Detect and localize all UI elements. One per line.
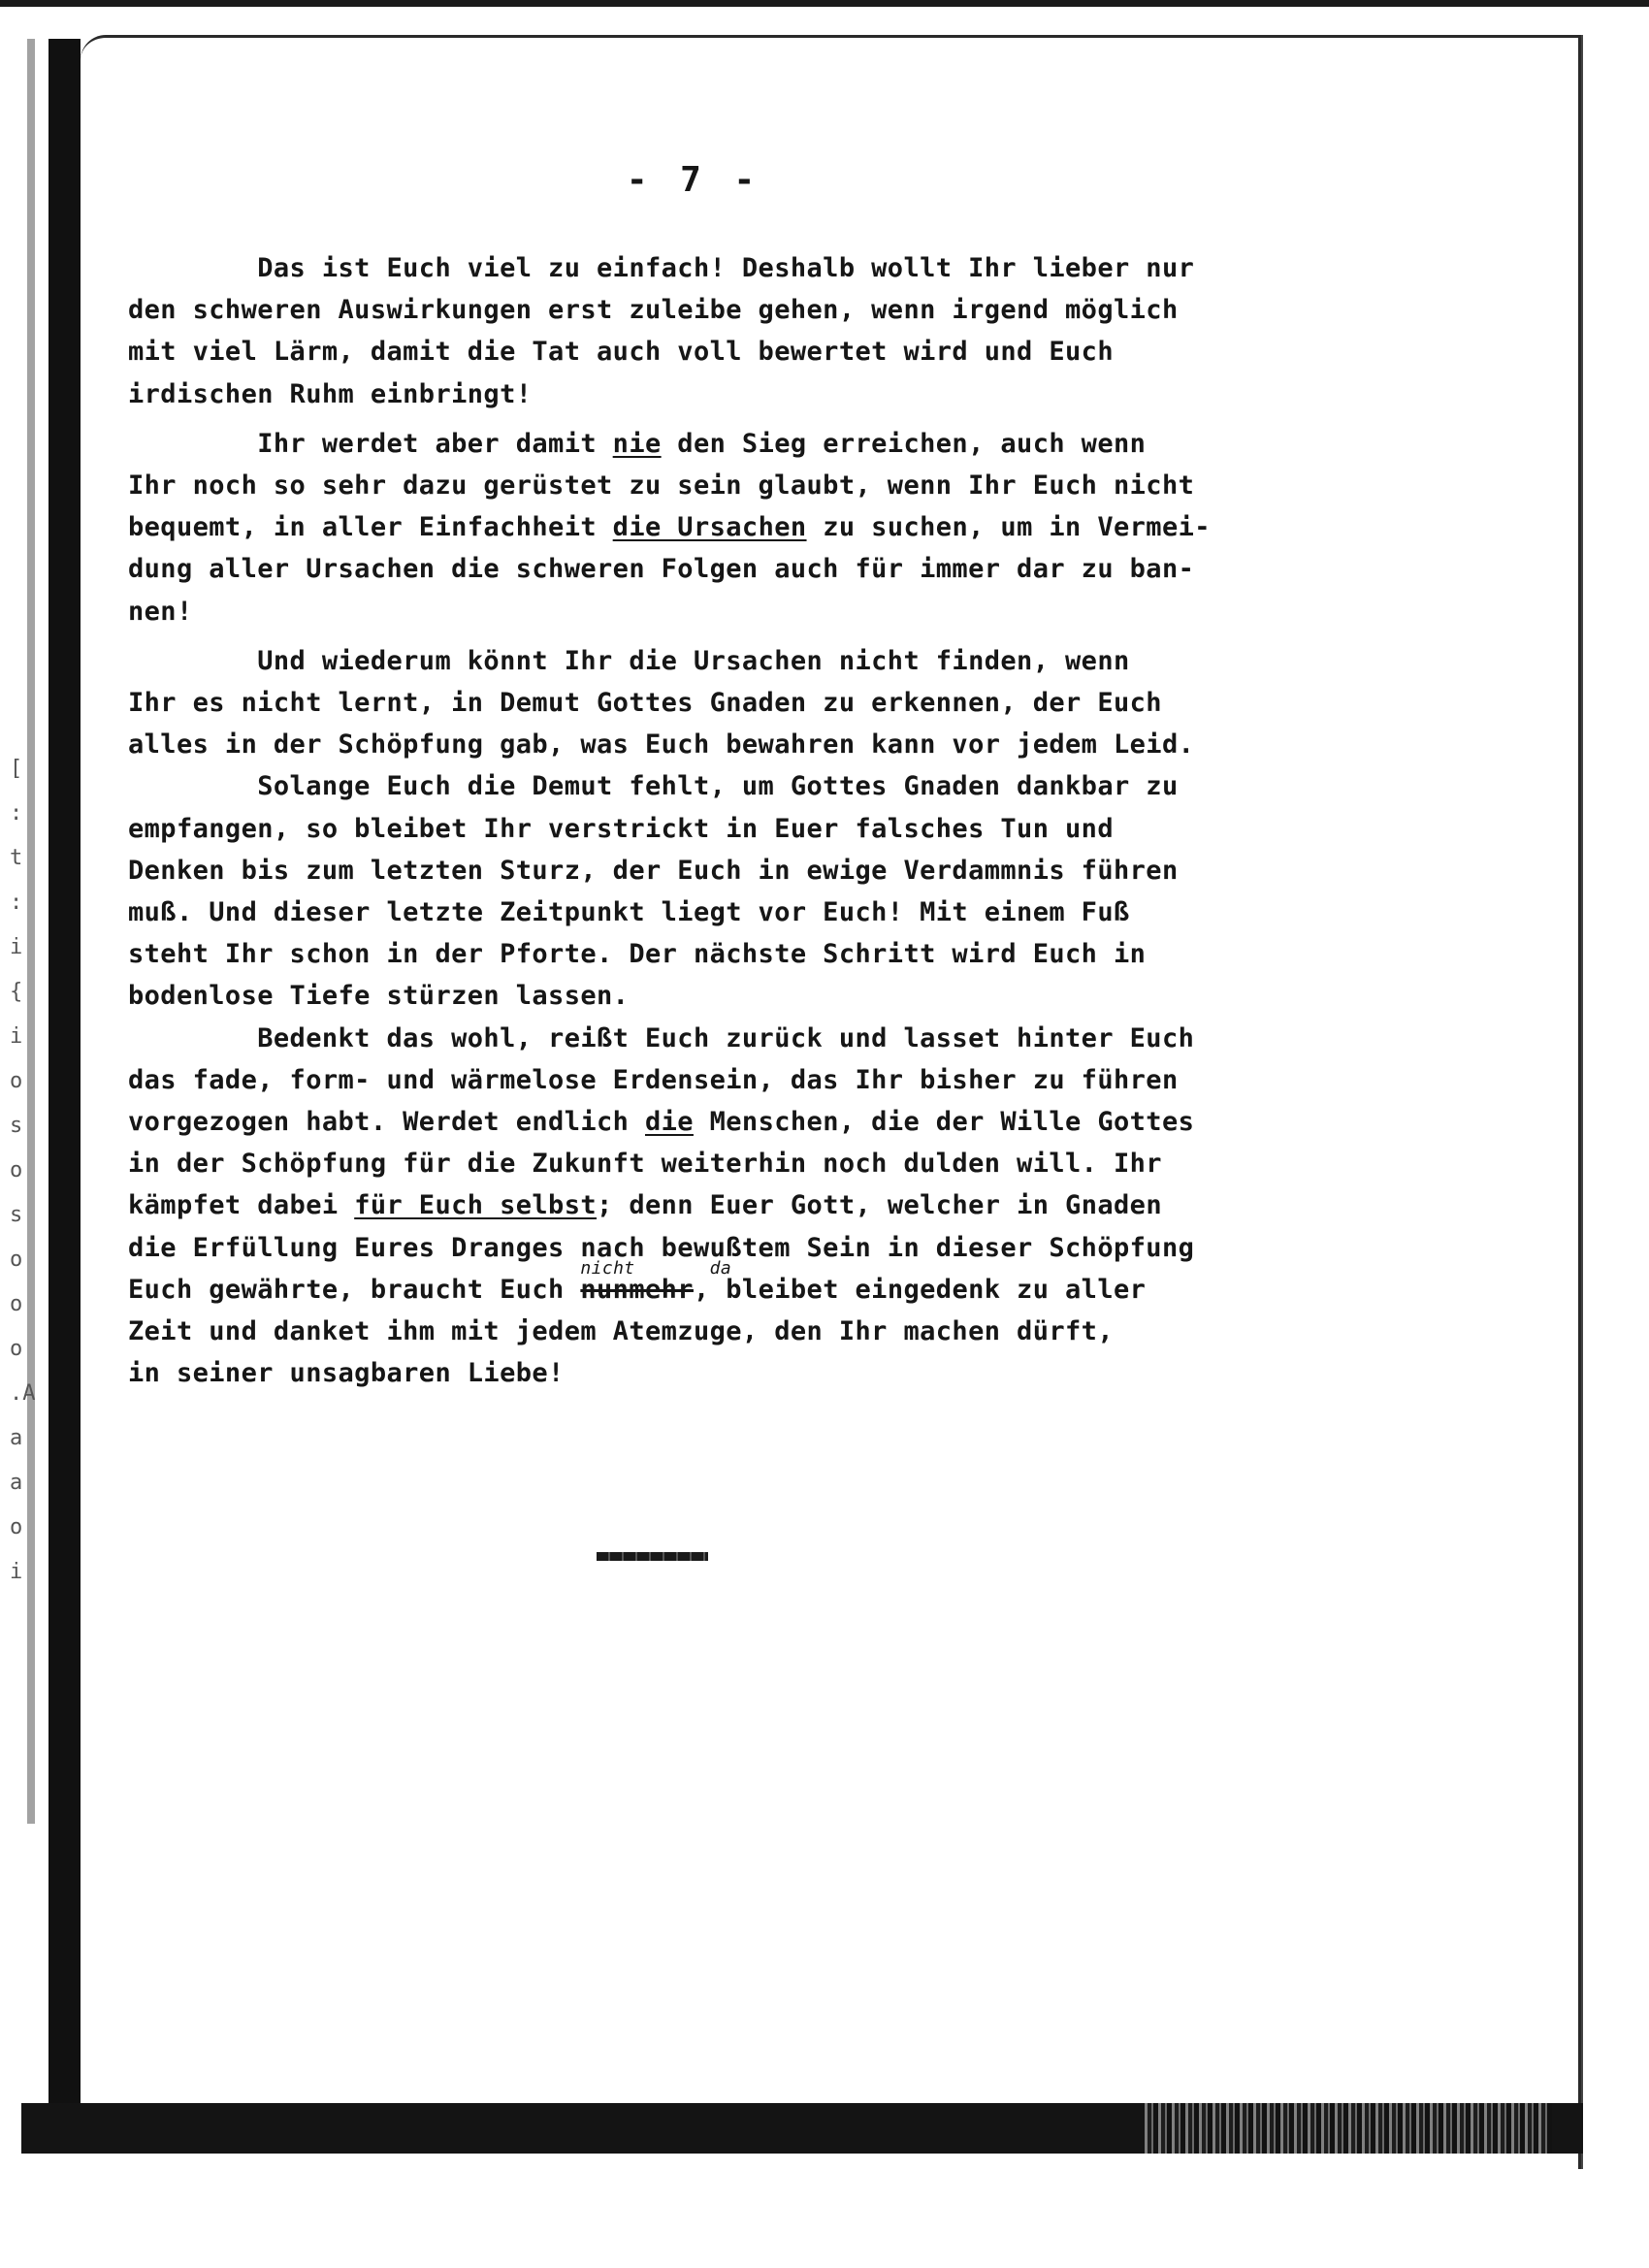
text-run: muß. Und dieser letzte Zeitpunkt liegt vor Euch! Mit einem Fuß <box>128 897 1130 928</box>
margin-mark: o <box>10 1337 23 1361</box>
text-line <box>128 1311 1428 1352</box>
text-line <box>128 724 1428 765</box>
text-line <box>128 1059 1428 1101</box>
text-run: Ihr werdet aber damit <box>128 428 613 459</box>
margin-mark: i <box>10 935 23 959</box>
text-line <box>128 682 1428 724</box>
scan-bottom-noise <box>1145 2103 1552 2154</box>
end-separator <box>597 1552 708 1561</box>
text-line <box>128 891 1428 933</box>
margin-mark: : <box>10 801 23 826</box>
struck-text: nunmehr <box>580 1274 694 1305</box>
text-line <box>128 850 1428 891</box>
paragraph <box>128 247 1428 415</box>
margin-mark: o <box>10 1247 23 1272</box>
text-run: den schweren Auswirkungen erst zuleibe gehen, wenn irgend möglich <box>128 295 1179 326</box>
text-run: bleibet eingedenk zu aller <box>726 1274 1147 1305</box>
text-line <box>128 1018 1428 1059</box>
text-run: Solange Euch die Demut fehlt, um Gottes Gnaden dankbar zu <box>128 771 1179 802</box>
text-run: zu suchen, um in Vermei- <box>806 512 1211 543</box>
text-run: die Erfüllung Eures Dranges nach bewußtem Sein in dieser Schöpfung <box>128 1232 1195 1263</box>
text-run: vorgezogen habt. Werdet endlich <box>128 1107 645 1138</box>
scan-right-edge <box>1581 35 1583 2169</box>
text-line <box>128 1227 1428 1269</box>
text-run: bequemt, in aller Einfachheit <box>128 512 613 543</box>
margin-mark: a <box>10 1471 23 1495</box>
underlined-text: die <box>644 1107 694 1138</box>
margin-mark: o <box>10 1515 23 1539</box>
margin-mark: [ <box>10 757 23 781</box>
document-body <box>128 247 1428 1394</box>
margin-mark: t <box>10 846 23 870</box>
text-run: Denken bis zum letzten Sturz, der Euch in ewige Verdammnis führen <box>128 855 1179 886</box>
margin-mark: { <box>10 980 23 1004</box>
margin-mark: a <box>10 1426 23 1450</box>
page-number: - 7 - <box>626 160 761 200</box>
margin-mark: s <box>10 1203 23 1227</box>
text-line <box>128 331 1428 373</box>
text-line <box>128 548 1428 590</box>
text-run: empfangen, so bleibet Ihr verstrickt in Euer falsches Tun und <box>128 813 1114 844</box>
margin-mark: o <box>10 1158 23 1183</box>
text-run: dung aller Ursachen die schweren Folgen auch für immer dar zu ban- <box>128 554 1195 585</box>
margin-mark: .A <box>10 1381 36 1406</box>
text-line <box>128 933 1428 975</box>
underlined-text: die Ursachen <box>612 512 807 543</box>
text-run: den Sieg erreichen, auch wenn <box>661 428 1147 459</box>
text-run: kämpfet dabei <box>128 1190 355 1221</box>
text-line <box>128 373 1428 415</box>
text-run: bodenlose Tiefe stürzen lassen. <box>128 981 630 1012</box>
text-run: das fade, form- und wärmelose Erdensein, das Ihr bisher zu führen <box>128 1064 1179 1095</box>
scan-top-edge <box>0 0 1649 7</box>
text-run: Ihr noch so sehr dazu gerüstet zu sein glaubt, wenn Ihr Euch nicht <box>128 470 1195 502</box>
handwritten-insertion: nicht <box>580 1257 635 1279</box>
text-line <box>128 465 1428 506</box>
text-line <box>128 247 1428 289</box>
handwritten-insertion: da <box>709 1257 732 1279</box>
text-run: mit viel Lärm, damit die Tat auch voll bewertet wird und Euch <box>128 337 1114 368</box>
text-line <box>128 1184 1428 1226</box>
text-run: in der Schöpfung für die Zukunft weiterhin noch dulden will. Ihr <box>128 1149 1162 1180</box>
paragraph <box>128 423 1428 632</box>
margin-mark: o <box>10 1292 23 1316</box>
underlined-text: für Euch selbst <box>354 1190 598 1221</box>
text-line <box>128 1352 1428 1394</box>
text-run: Bedenkt das wohl, reißt Euch zurück und lasset hinter Euch <box>128 1022 1195 1053</box>
text-run: steht Ihr schon in der Pforte. Der nächste Schritt wird Euch in <box>128 939 1147 970</box>
text-run: ; denn Euer Gott, welcher in Gnaden <box>597 1190 1162 1221</box>
interlinear-correction <box>580 1257 694 1311</box>
text-line <box>128 289 1428 331</box>
margin-mark: s <box>10 1114 23 1138</box>
text-line <box>128 765 1428 807</box>
paragraph <box>128 765 1428 1017</box>
text-line <box>128 423 1428 465</box>
text-line <box>128 640 1428 682</box>
text-run: in seiner unsagbaren Liebe! <box>128 1358 565 1389</box>
text-line <box>128 591 1428 632</box>
text-run: Zeit und danket ihm mit jedem Atemzuge, den Ihr machen dürft, <box>128 1316 1114 1347</box>
text-run: irdischen Ruhm einbringt! <box>128 378 533 409</box>
text-line <box>128 808 1428 850</box>
underlined-text: nie <box>612 428 662 459</box>
paragraph <box>128 640 1428 766</box>
margin-mark: i <box>10 1024 23 1049</box>
text-line <box>128 1143 1428 1184</box>
interlinear-correction <box>709 1257 732 1311</box>
text-run: , <box>693 1274 710 1305</box>
text-run: Menschen, die der Wille Gottes <box>693 1107 1195 1138</box>
text-run: nen! <box>128 596 193 627</box>
text-run: Euch gewährte, braucht Euch <box>128 1274 581 1305</box>
text-line <box>128 506 1428 548</box>
margin-mark: : <box>10 891 23 915</box>
text-run: Ihr es nicht lernt, in Demut Gottes Gnaden zu erkennen, der Euch <box>128 688 1162 719</box>
paragraph <box>128 1018 1428 1395</box>
scan-left-edge <box>48 39 81 2149</box>
text-line <box>128 1101 1428 1143</box>
left-margin-marks <box>10 747 39 1595</box>
text-line <box>128 1257 1428 1311</box>
text-run: Und wiederum könnt Ihr die Ursachen nicht finden, wenn <box>128 645 1130 676</box>
margin-mark: o <box>10 1069 23 1093</box>
text-line <box>128 975 1428 1017</box>
margin-mark: i <box>10 1560 23 1584</box>
text-run: alles in der Schöpfung gab, was Euch bewahren kann vor jedem Leid. <box>128 729 1195 761</box>
text-run: Das ist Euch viel zu einfach! Deshalb wollt Ihr lieber nur <box>128 253 1195 283</box>
